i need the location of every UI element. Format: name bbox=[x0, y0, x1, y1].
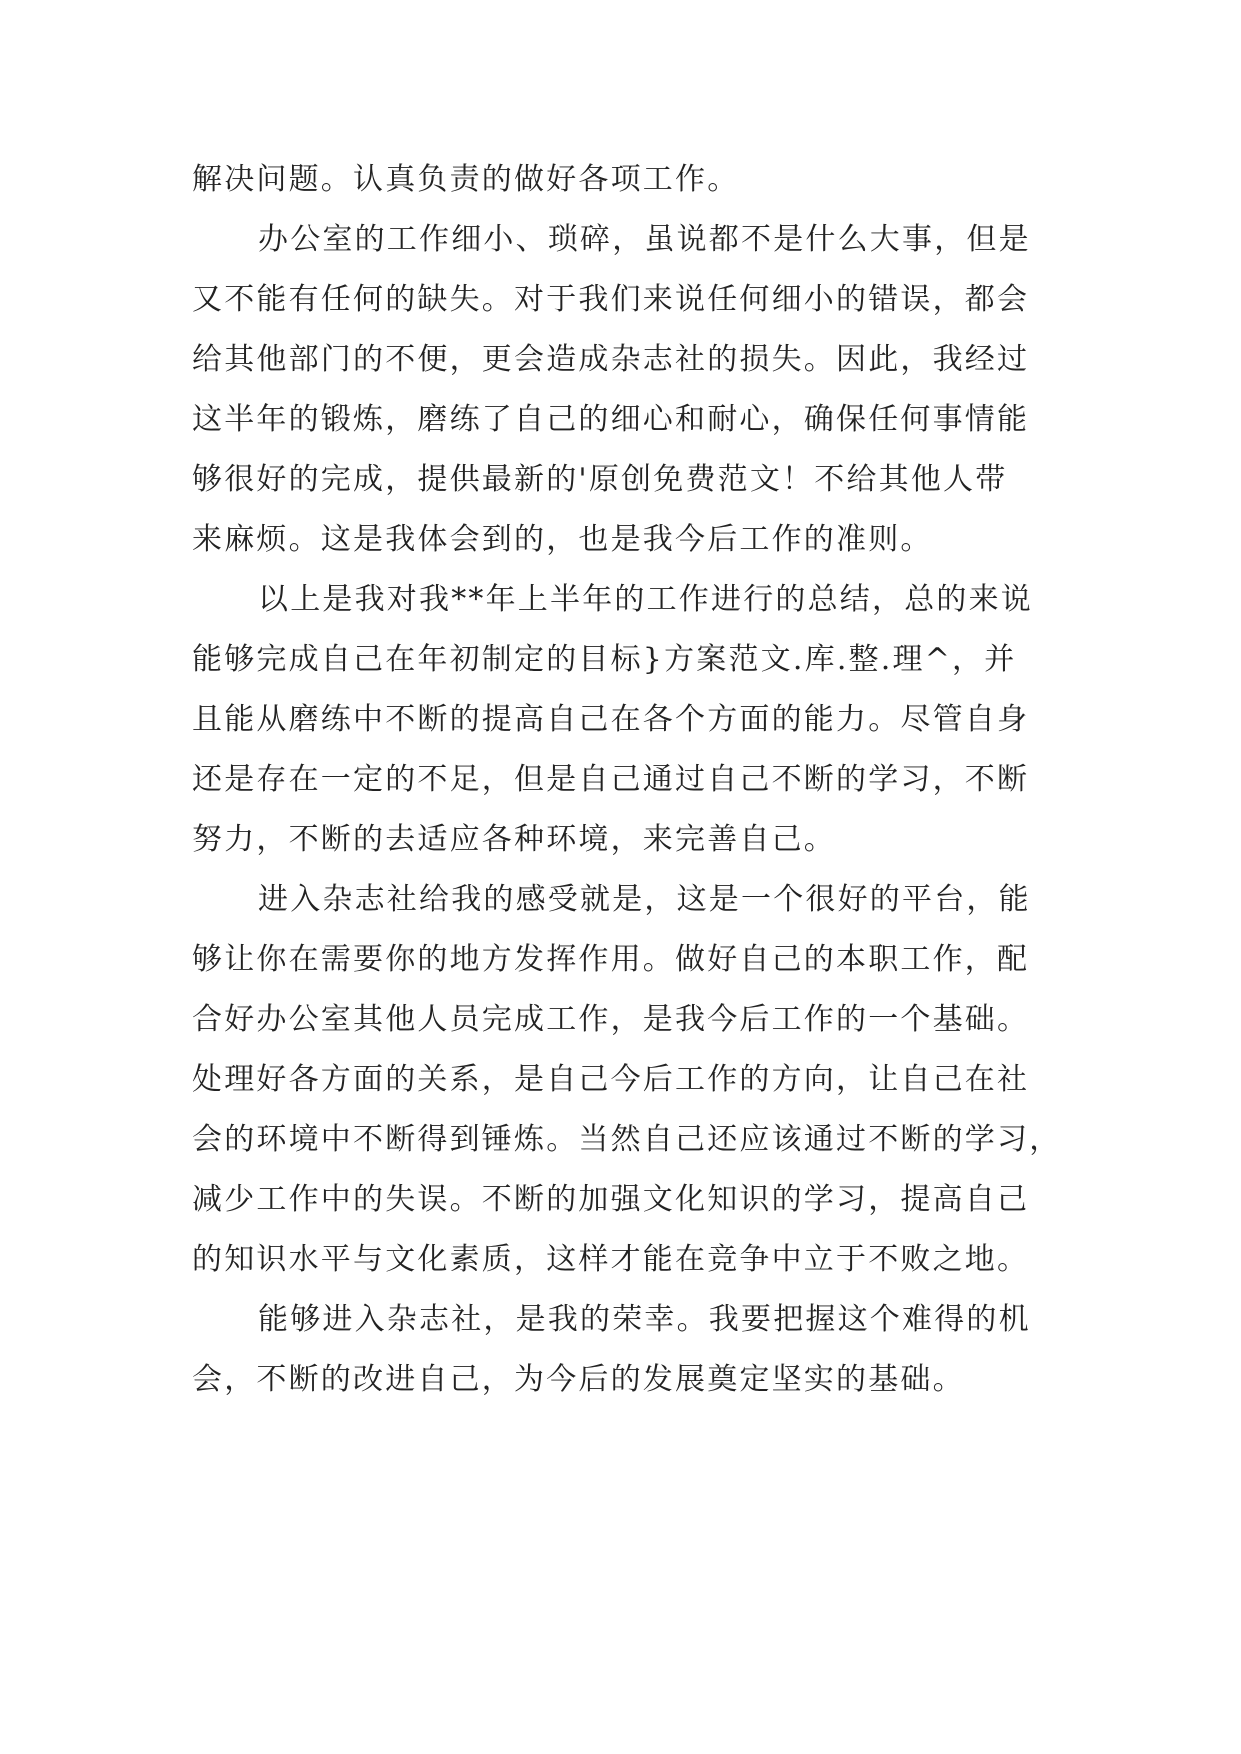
text-line: 能够进入杂志社，是我的荣幸。我要把握这个难得的机 bbox=[258, 1302, 1031, 1337]
text-line: 够很好的完成，提供最新的'原创免费范文！不给其他人带 bbox=[192, 462, 1008, 497]
text-line: 够让你在需要你的地方发挥作用。做好自己的本职工作，配 bbox=[192, 942, 1030, 977]
text-line: 会，不断的改进自己，为今后的发展奠定坚实的基础。 bbox=[192, 1362, 965, 1397]
text-line: 减少工作中的失误。不断的加强文化知识的学习，提高自己 bbox=[192, 1182, 1030, 1217]
text-line: 以上是我对我**年上半年的工作进行的总结，总的来说 bbox=[258, 582, 1033, 617]
text-line: 给其他部门的不便，更会造成杂志社的损失。因此，我经过 bbox=[192, 342, 1030, 377]
text-line: 会的环境中不断得到锤炼。当然自己还应该通过不断的学习， bbox=[192, 1122, 1062, 1157]
text-line: 合好办公室其他人员完成工作，是我今后工作的一个基础。 bbox=[192, 1002, 1030, 1037]
text-line: 能够完成自己在年初制定的目标}方案范文.库.整.理^，并 bbox=[192, 642, 1017, 677]
text-line: 又不能有任何的缺失。对于我们来说任何细小的错误，都会 bbox=[192, 282, 1030, 317]
text-line: 这半年的锻炼，磨练了自己的细心和耐心，确保任何事情能 bbox=[192, 402, 1030, 437]
text-line: 还是存在一定的不足，但是自己通过自己不断的学习，不断 bbox=[192, 762, 1030, 797]
text-line: 进入杂志社给我的感受就是，这是一个很好的平台，能 bbox=[258, 882, 1031, 917]
text-line: 努力，不断的去适应各种环境，来完善自己。 bbox=[192, 822, 836, 857]
document-body bbox=[192, 150, 1062, 1410]
text-line: 且能从磨练中不断的提高自己在各个方面的能力。尽管自身 bbox=[192, 702, 1030, 737]
text-line: 的知识水平与文化素质，这样才能在竞争中立于不败之地。 bbox=[192, 1242, 1030, 1277]
text-line: 来麻烦。这是我体会到的，也是我今后工作的准则。 bbox=[192, 522, 933, 557]
text-line: 处理好各方面的关系，是自己今后工作的方向，让自己在社 bbox=[192, 1062, 1030, 1097]
text-line: 解决问题。认真负责的做好各项工作。 bbox=[192, 162, 740, 197]
text-line: 办公室的工作细小、琐碎，虽说都不是什么大事，但是 bbox=[258, 222, 1031, 257]
